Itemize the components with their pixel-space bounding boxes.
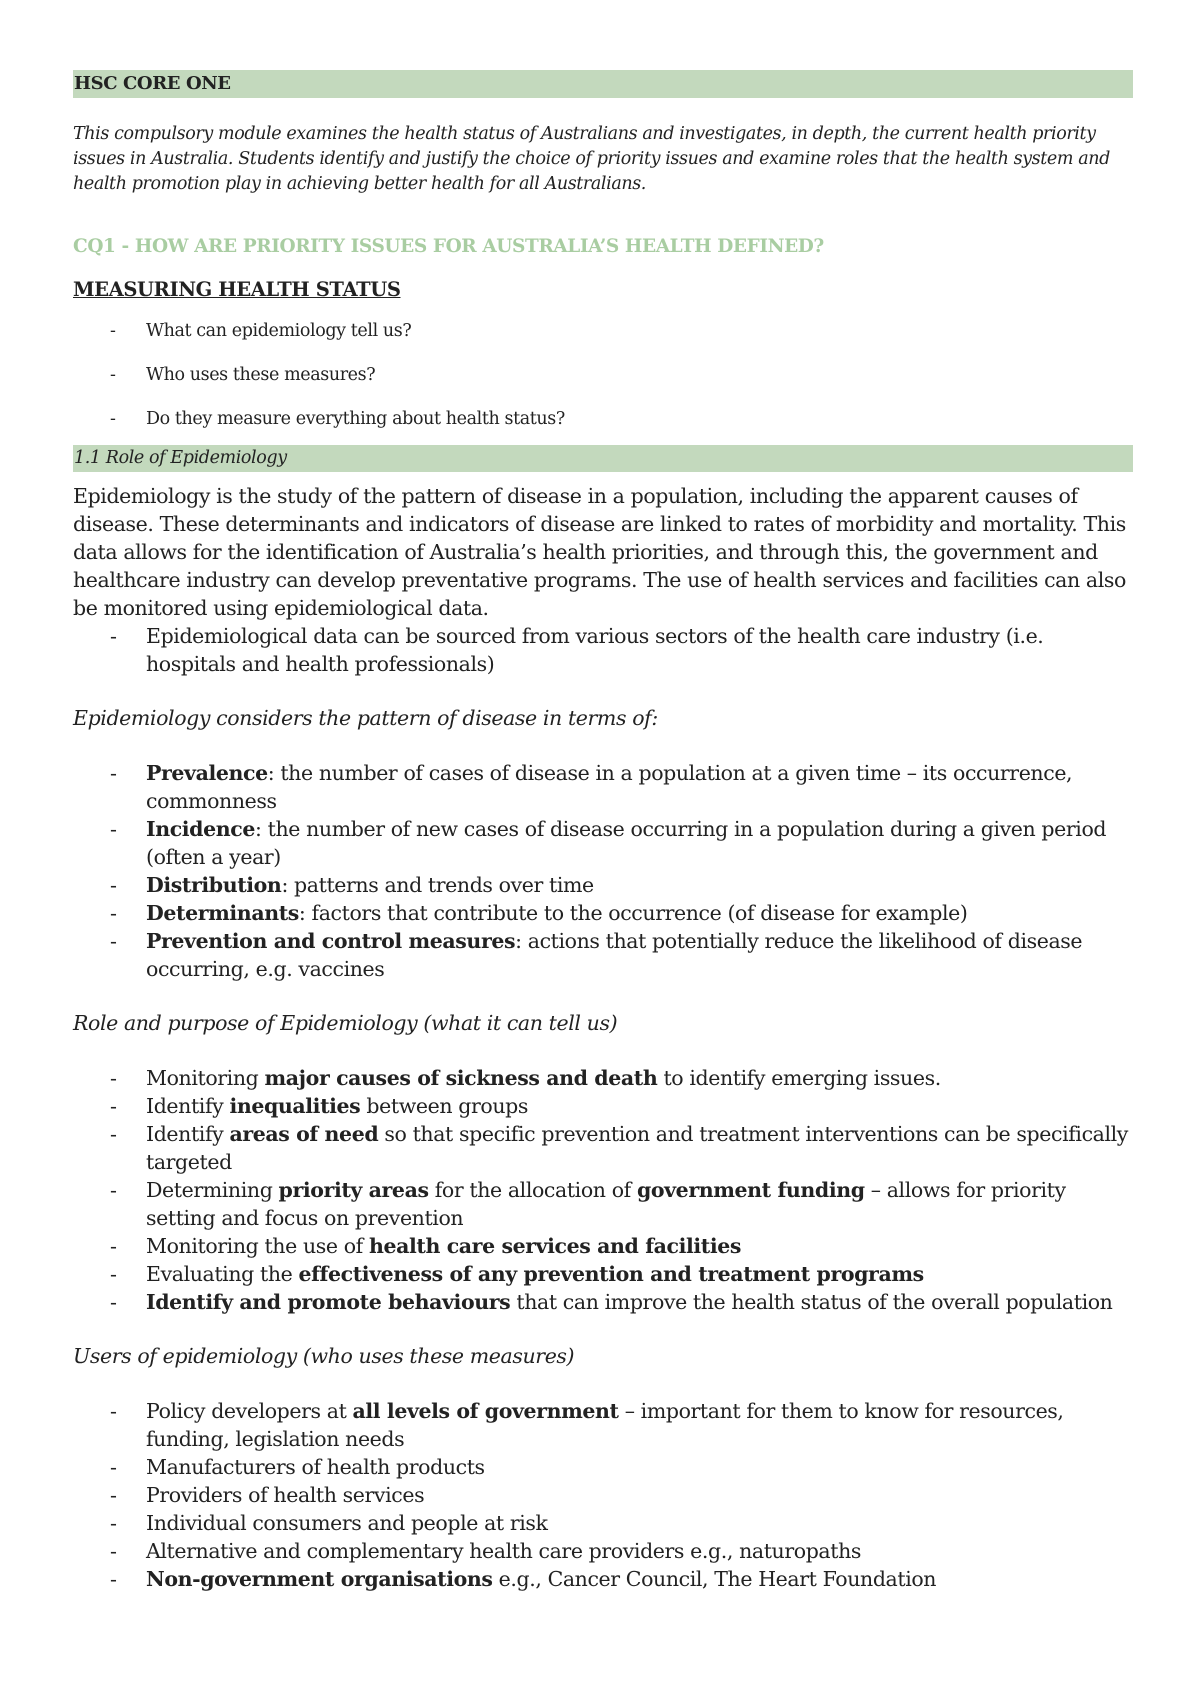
intro-paragraph: This compulsory module examines the health status of Australians and investigates, in depth, the current health priority issues in Australia. Students identify and justify the choice of priority issues and examine roles that the health system and health promotion play in achieving better health for all Australians. xyxy=(73,124,1110,194)
list-item xyxy=(73,1120,1133,1176)
bold-text: major causes of sickness and death xyxy=(264,1066,658,1090)
definition: : actions that potentially reduce the likelihood of disease occurring, e.g. vaccines xyxy=(146,929,1083,981)
section-heading: 1.1 Role of Epidemiology xyxy=(73,445,1133,472)
list-item: - Epidemiological data can be sourced from various sectors of the health care industry (i.e. hospitals and health professionals) xyxy=(73,622,1133,678)
epidemiology-paragraph: Epidemiology is the study of the pattern of disease in a population, including the apparent causes of disease. These determinants and indicators of disease are linked to rates of morbidity and mortality. This data allows for the identification of Australia’s health priorities, and through this, the government and healthcare industry can develop preventative programs. The use of health services and facilities can also be monitored using epidemiological data. xyxy=(73,484,1126,620)
text: – important for them to know for resources, funding, legislation needs xyxy=(146,1399,1064,1451)
term: Incidence xyxy=(146,817,255,841)
cq-heading: CQ1 - HOW ARE PRIORITY ISSUES FOR AUSTRALIA’S HEALTH DEFINED? xyxy=(73,236,824,257)
text: Identify xyxy=(146,1122,230,1146)
term: Prevention and control measures xyxy=(146,929,516,953)
definition: : the number of new cases of disease occurring in a population during a given period (often a year) xyxy=(146,817,1107,869)
text: – allows for priority setting and focus on prevention xyxy=(146,1178,1066,1230)
definition: : factors that contribute to the occurrence (of disease for example) xyxy=(298,901,968,925)
role-list xyxy=(73,1064,1133,1316)
list-item: - Providers of health services xyxy=(73,1481,1133,1509)
list-item xyxy=(73,1288,1133,1316)
role-heading: Role and purpose of Epidemiology (what it can tell us) xyxy=(73,1011,618,1035)
list-item: - Individual consumers and people at risk xyxy=(73,1509,1133,1537)
text: Monitoring the use of xyxy=(146,1234,369,1258)
users-heading: Users of epidemiology (who uses these measures) xyxy=(73,1344,575,1368)
bold-text: government funding xyxy=(636,1178,865,1202)
term: Determinants xyxy=(146,901,299,925)
considers-heading: Epidemiology considers the pattern of disease in terms of: xyxy=(73,706,658,730)
text: Identify xyxy=(146,1094,230,1118)
list-item xyxy=(73,815,1133,871)
list-item xyxy=(73,927,1133,983)
list-item xyxy=(73,1232,1133,1260)
bold-text: priority areas xyxy=(278,1178,429,1202)
users-list xyxy=(73,1397,1133,1593)
measuring-heading: MEASURING HEALTH STATUS xyxy=(73,278,401,301)
list-item xyxy=(73,1565,1133,1593)
considers-list xyxy=(73,759,1133,983)
bold-text: effectiveness of any prevention and treatment programs xyxy=(298,1262,924,1286)
bold-text: all levels of government xyxy=(352,1399,619,1423)
document-page xyxy=(73,70,1133,1593)
list-item xyxy=(73,1064,1133,1092)
list-item xyxy=(73,759,1133,815)
bold-text: Non-government organisations xyxy=(146,1567,493,1591)
question-list xyxy=(73,319,1133,431)
definition: : patterns and trends over time xyxy=(281,873,594,897)
list-item: - Alternative and complementary health care providers e.g., naturopaths xyxy=(73,1537,1133,1565)
text: for the allocation of xyxy=(428,1178,637,1202)
term: Distribution xyxy=(146,873,282,897)
list-item: - Do they measure everything about health status? xyxy=(73,407,1133,431)
text: Monitoring xyxy=(146,1066,265,1090)
bold-text: inequalities xyxy=(229,1094,361,1118)
text: Evaluating the xyxy=(146,1262,299,1286)
text: e.g., Cancer Council, The Heart Foundation xyxy=(492,1567,937,1591)
list-item xyxy=(73,899,1133,927)
list-item: - Manufacturers of health products xyxy=(73,1453,1133,1481)
list-item xyxy=(73,1397,1133,1453)
text: between groups xyxy=(360,1094,528,1118)
list-item: - Who uses these measures? xyxy=(73,363,1133,387)
text: so that specific prevention and treatment interventions can be specifically targeted xyxy=(146,1122,1128,1174)
bold-text: health care services and facilities xyxy=(368,1234,741,1258)
term: Prevalence xyxy=(146,761,268,785)
definition: : the number of cases of disease in a population at a given time – its occurrence, commonness xyxy=(146,761,1073,813)
list-item xyxy=(73,871,1133,899)
core-title: HSC CORE ONE xyxy=(73,70,1133,98)
list-item xyxy=(73,1176,1133,1232)
list-item xyxy=(73,1092,1133,1120)
text: to identify emerging issues. xyxy=(657,1066,941,1090)
list-item: - What can epidemiology tell us? xyxy=(73,319,1133,343)
text: that can improve the health status of the overall population xyxy=(510,1290,1113,1314)
epidemiology-bullets xyxy=(73,622,1133,678)
text: Policy developers at xyxy=(146,1399,353,1423)
bold-text: areas of need xyxy=(229,1122,379,1146)
bold-text: Identify and promote behaviours xyxy=(146,1290,511,1314)
text: Determining xyxy=(146,1178,279,1202)
list-item xyxy=(73,1260,1133,1288)
